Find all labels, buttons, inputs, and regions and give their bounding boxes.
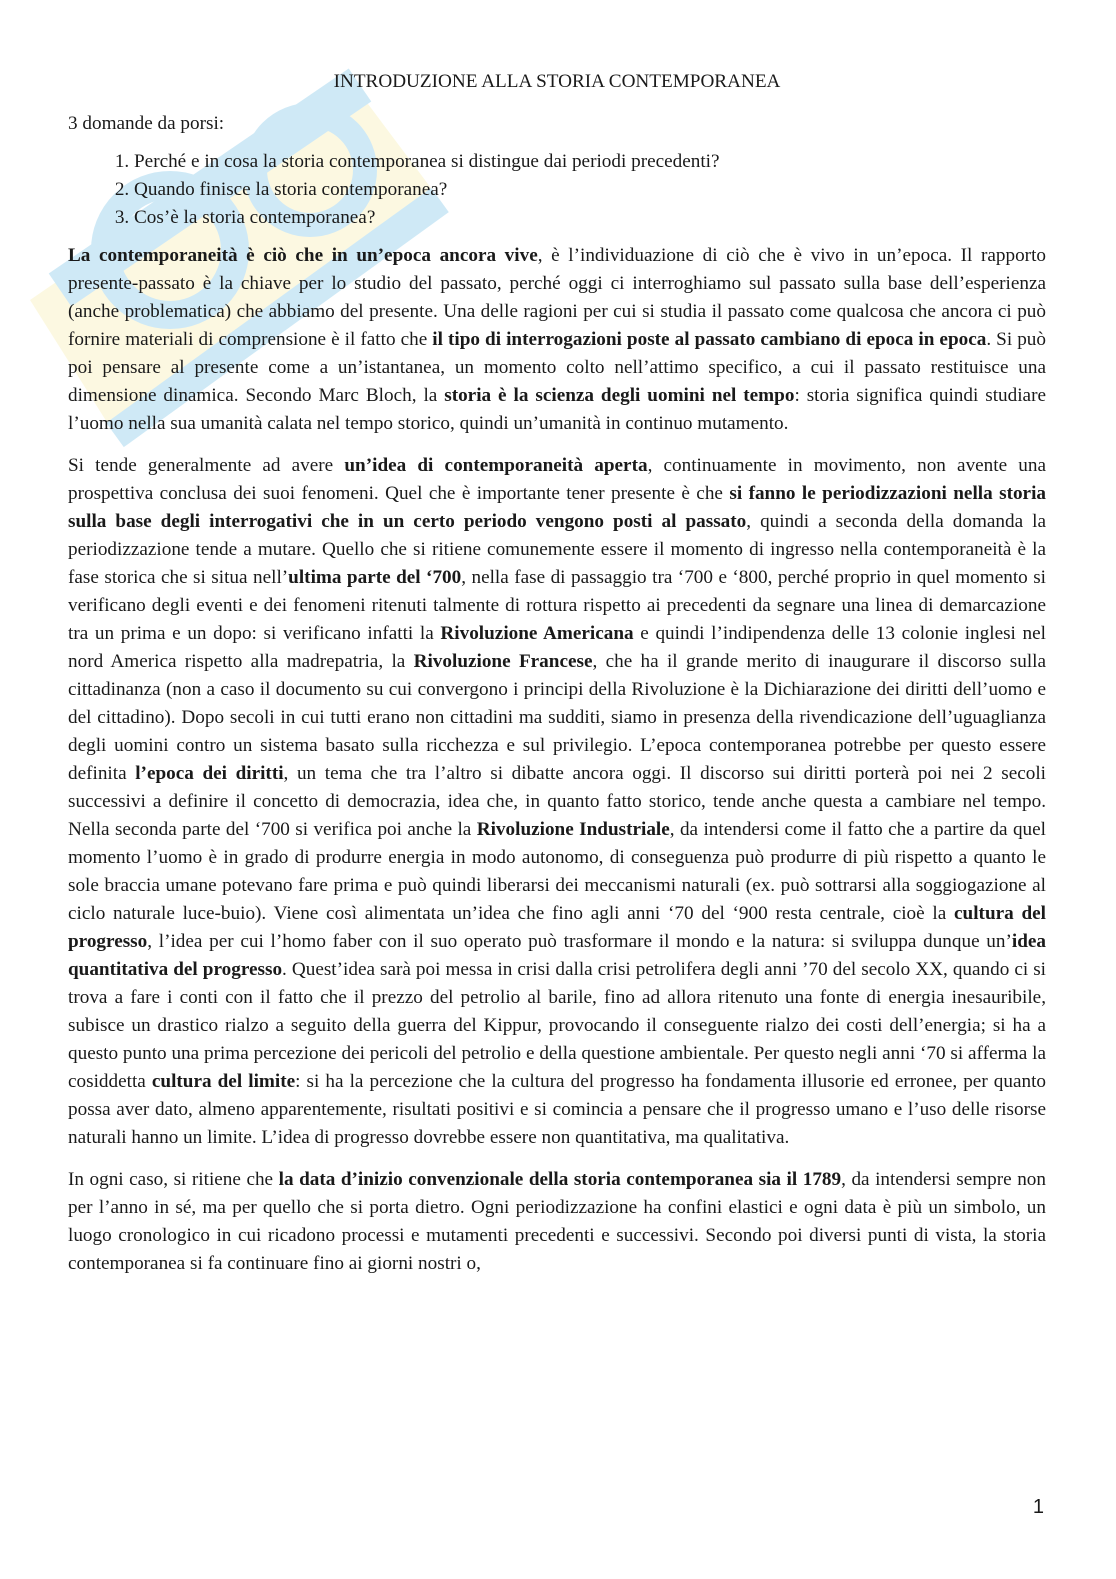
bold-text-run: storia è la scienza degli uomini nel tempo	[444, 385, 795, 406]
bold-text-run: il tipo di interrogazioni poste al passato cambiano di epoca in epoca	[432, 329, 987, 350]
bold-text-run: l’epoca dei diritti	[135, 763, 284, 784]
text-run: . Si può poi pensare al presente come a un’istantanea, un momento colto nell’attimo specifico, a cui il passato restituisce una dimensione dinamica. Secondo Marc Bloch, la	[68, 329, 1046, 406]
bold-text-run: ultima parte del ‘700	[288, 567, 462, 588]
bold-text-run: Rivoluzione Americana	[440, 623, 634, 644]
bold-text-run: Rivoluzione Francese	[413, 651, 593, 672]
bold-text-run: cultura del progresso	[68, 903, 1046, 952]
text-run: , che ha il grande merito di inaugurare il discorso sulla cittadinanza (non a caso il documento su cui convergono i principi della Rivoluzione è la Dichiarazione dei diritti dell’uomo e del cittadino). Dopo secoli in cui tutti erano non cittadini ma sudditi, siamo in presenza della rivendicazione dell’uguaglianza degli uomini contro un sistema basato sulla ricchezza e sul privilegio. L’epoca contemporanea potrebbe per questo essere definita	[68, 651, 1046, 784]
text-run: , continuamente in movimento, non avente una prospettiva conclusa dei suoi fenomeni. Quel che è importante tener presente è che	[68, 455, 1046, 504]
paragraph-contemporaneita	[68, 242, 1046, 438]
text-run: : storia significa quindi studiare l’uomo nella sua umanità calata nel tempo storico, quindi un’umanità in continuo mutamento.	[68, 385, 1046, 434]
text-run: In ogni caso, si ritiene che	[68, 1169, 279, 1190]
text-run: , quindi a seconda della domanda la periodizzazione tende a mutare. Quello che si ritiene comunemente essere il momento di ingresso nella contemporaneità è la fase storica che si situa nell’	[68, 511, 1047, 588]
bold-text-run: si fanno le periodizzazioni nella storia sulla base degli interrogativi che in un certo periodo vengono posti al passato	[68, 483, 1046, 532]
text-run: , un tema che tra l’altro si dibatte ancora oggi. Il discorso sui diritti porterà poi nei 2 secoli successivi a definire il concetto di democrazia, idea che, in quanto fatto storico, tende anche questa a cambiare nel tempo. Nella seconda parte del ‘700 si verifica poi anche la	[68, 763, 1047, 840]
bold-text-run: la data d’inizio convenzionale della storia contemporanea sia il 1789	[278, 1169, 842, 1190]
bold-text-run: idea quantitativa del progresso	[68, 931, 1046, 980]
text-run: : si ha la percezione che la cultura del progresso ha fondamenta illusorie ed erronee, per quanto possa aver dato, almeno apparentemente, risultati positivi e si comincia a pensare che il progresso umano e l’uso delle risorse naturali hanno un limite. L’idea di progresso dovrebbe essere non quantitativa, ma qualitativa.	[68, 1071, 1047, 1148]
questions-intro: 3 domande da porsi:	[68, 113, 225, 134]
bold-text-run: La contemporaneità è ciò che in un’epoca ancora vive	[68, 245, 538, 266]
question-item: 1. Perché e in cosa la storia contemporanea si distingue dai periodi precedenti?	[134, 148, 1046, 176]
page-number: 1	[1032, 1496, 1044, 1518]
text-run: , da intendersi sempre non per l’anno in sé, ma per quello che si porta dietro. Ogni periodizzazione ha confini elastici e ogni data è più un simbolo, un luogo cronologico in cui ricadono processi e mutamenti precedenti e successivi. Secondo poi diversi punti di vista, la storia contemporanea si fa continuare fino ai giorni nostri o,	[68, 1169, 1046, 1274]
document-title: INTRODUZIONE ALLA STORIA CONTEMPORANEA	[333, 71, 781, 92]
paragraph-data-inizio	[68, 1166, 1046, 1278]
question-item: 3. Cos’è la storia contemporanea?	[134, 204, 1046, 232]
paragraph-periodizzazioni	[68, 452, 1046, 1152]
bold-text-run: cultura del limite	[151, 1071, 296, 1092]
text-run: . Quest’idea sarà poi messa in crisi dalla crisi petrolifera degli anni ’70 del secolo XX, quando ci si trova a fare i conti con il fatto che il prezzo del petrolio al barile, fino ad allora ritenuto una fonte di energia inesauribile, subisce un drastico rialzo a seguito della guerra del Kippur, provocando il conseguente rialzo dei costi dell’energia; si ha a questo punto una prima percezione dei pericoli del petrolio e della questione ambientale. Per questo negli anni ‘70 si afferma la cosiddetta	[68, 959, 1047, 1092]
text-run: e quindi l’indipendenza delle 13 colonie inglesi nel nord America rispetto alla madrepatria, la	[68, 623, 1046, 672]
document-page	[68, 68, 1046, 1292]
text-run: , è l’individuazione di ciò che è vivo in un’epoca. Il rapporto presente-passato è la chiave per lo studio del passato, perché oggi ci interroghiamo sul passato sulla base dell’esperienza (anche problematica) che abbiamo del presente. Una delle ragioni per cui si studia il passato come qualcosa che ancora ci può fornire materiali di comprensione è il fatto che	[68, 245, 1046, 350]
text-run: , l’idea per cui l’homo faber con il suo operato può trasformare il mondo e la natura: si sviluppa dunque un’	[147, 931, 1012, 952]
text-run: , nella fase di passaggio tra ‘700 e ‘800, perché proprio in quel momento si verificano degli eventi e dei fenomeni ritenuti talmente di rottura rispetto ai precedenti da segnare una linea di demarcazione tra un prima e un dopo: si verificano infatti la	[68, 567, 1046, 644]
questions-list	[68, 148, 1046, 232]
bold-text-run: Rivoluzione Industriale	[476, 819, 670, 840]
text-run: , da intendersi come il fatto che a partire da quel momento l’uomo è in grado di produrre energia in modo autonomo, di conseguenza può produrre di più rispetto a quanto le sole braccia umane potevano fare prima e può quindi liberarsi dei meccanismi naturali (ex. può sottrarsi alla soggiogazione al ciclo naturale luce-buio). Viene così alimentata un’idea che fino agli anni ‘70 del ‘900 resta centrale, cioè la	[68, 819, 1046, 924]
bold-text-run: un’idea di contemporaneità aperta	[344, 455, 648, 476]
question-item: 2. Quando finisce la storia contemporanea?	[134, 176, 1046, 204]
text-run: Si tende generalmente ad avere	[68, 455, 345, 476]
